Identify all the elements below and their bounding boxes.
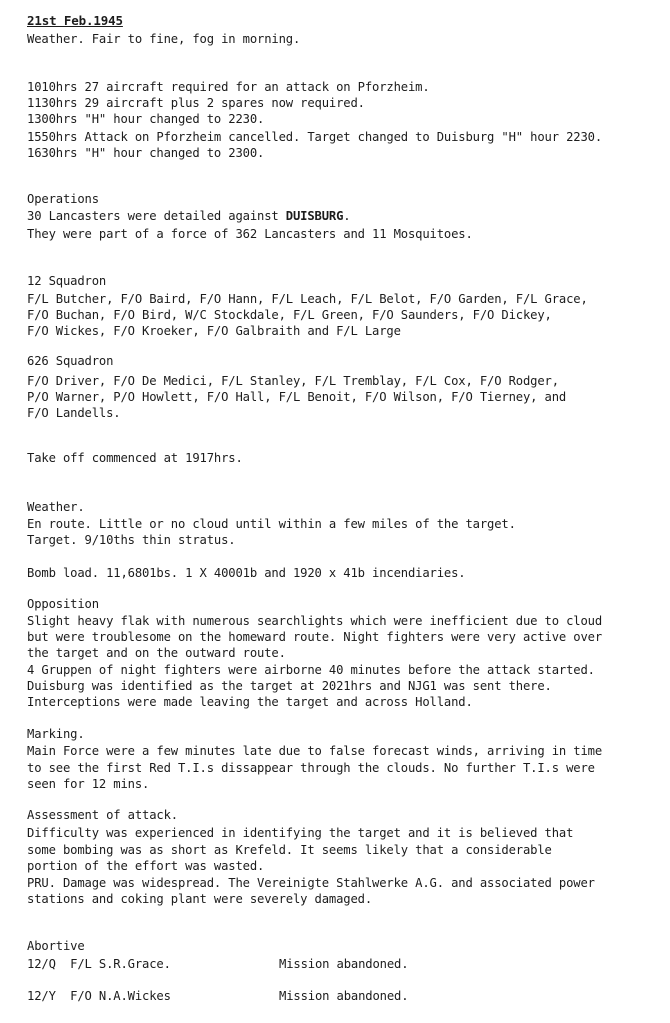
abortive-heading: Abortive xyxy=(27,939,85,953)
assessment-heading: Assessment of attack. xyxy=(27,808,178,822)
assessment-line: some bombing was as short as Krefeld. It seems likely that a considerable xyxy=(27,843,552,857)
takeoff-line: Take off commenced at 1917hrs. xyxy=(27,451,243,465)
operations-text: 30 Lancasters were detailed against xyxy=(27,209,286,223)
assessment-line: portion of the effort was wasted. xyxy=(27,859,265,873)
timeline-entry: 1300hrs "H" hour changed to 2230. xyxy=(27,112,265,126)
opposition-line: Duisburg was identified as the target at 2021hrs and NJG1 was sent there. xyxy=(27,679,552,693)
squadron-626-crew: F/O Landells. xyxy=(27,406,121,420)
abortive-row xyxy=(27,988,409,1004)
opposition-line: Interceptions were made leaving the target and across Holland. xyxy=(27,695,473,709)
squadron-626-crew: P/O Warner, P/O Howlett, F/O Hall, F/L Benoit, F/O Wilson, F/O Tierney, and xyxy=(27,390,567,404)
operations-line xyxy=(27,208,350,224)
marking-line: to see the first Red T.I.s dissappear through the clouds. No further T.I.s were xyxy=(27,761,595,775)
operations-heading: Operations xyxy=(27,192,99,206)
opposition-heading: Opposition xyxy=(27,597,99,611)
assessment-line: PRU. Damage was widespread. The Vereinigte Stahlwerke A.G. and associated power xyxy=(27,876,595,890)
squadron-626-heading: 626 Squadron xyxy=(27,354,114,368)
weather-line: Target. 9/10ths thin stratus. xyxy=(27,533,236,547)
aircraft-code: 12/Y xyxy=(27,989,56,1003)
assessment-line: stations and coking plant were severely damaged. xyxy=(27,892,372,906)
abort-result: Mission abandoned. xyxy=(279,989,409,1003)
abort-result: Mission abandoned. xyxy=(279,957,409,971)
opposition-line: 4 Gruppen of night fighters were airborne 40 minutes before the attack started. xyxy=(27,663,595,677)
timeline-entry: 1630hrs "H" hour changed to 2300. xyxy=(27,146,265,160)
squadron-12-heading: 12 Squadron xyxy=(27,274,107,288)
marking-heading: Marking. xyxy=(27,727,85,741)
operations-text: . xyxy=(343,209,351,223)
timeline-entry: 1010hrs 27 aircraft required for an attack on Pforzheim. xyxy=(27,80,430,94)
operations-force: They were part of a force of 362 Lancasters and 11 Mosquitoes. xyxy=(27,227,473,241)
crew-name: F/O N.A.Wickes xyxy=(70,989,171,1003)
opposition-line: Slight heavy flak with numerous searchlights which were inefficient due to cloud xyxy=(27,614,602,628)
opposition-line: the target and on the outward route. xyxy=(27,646,286,660)
aircraft-code: 12/Q xyxy=(27,957,56,971)
assessment-line: Difficulty was experienced in identifying the target and it is believed that xyxy=(27,826,574,840)
marking-line: seen for 12 mins. xyxy=(27,777,150,791)
weather-heading: Weather. xyxy=(27,500,85,514)
squadron-12-crew: F/O Buchan, F/O Bird, W/C Stockdale, F/L Green, F/O Saunders, F/O Dickey, xyxy=(27,308,552,322)
abortive-row xyxy=(27,956,409,972)
squadron-626-crew: F/O Driver, F/O De Medici, F/L Stanley, F/L Tremblay, F/L Cox, F/O Rodger, xyxy=(27,374,559,388)
marking-line: Main Force were a few minutes late due to false forecast winds, arriving in time xyxy=(27,744,602,758)
weather-summary: Weather. Fair to fine, fog in morning. xyxy=(27,32,301,46)
opposition-line: but were troublesome on the homeward route. Night fighters were very active over xyxy=(27,630,602,644)
squadron-12-crew: F/O Wickes, F/O Kroeker, F/O Galbraith and F/L Large xyxy=(27,324,401,338)
report-date: 21st Feb.1945 xyxy=(27,13,123,28)
timeline-entry: 1550hrs Attack on Pforzheim cancelled. Target changed to Duisburg "H" hour 2230. xyxy=(27,130,602,144)
squadron-12-crew: F/L Butcher, F/O Baird, F/O Hann, F/L Leach, F/L Belot, F/O Garden, F/L Grace, xyxy=(27,292,588,306)
crew-name: F/L S.R.Grace. xyxy=(70,957,171,971)
timeline-entry: 1130hrs 29 aircraft plus 2 spares now required. xyxy=(27,96,365,110)
target-name: DUISBURG xyxy=(285,209,344,223)
weather-line: En route. Little or no cloud until within a few miles of the target. xyxy=(27,517,516,531)
bomb-load: Bomb load. 11,6801bs. 1 X 40001b and 1920 x 41b incendiaries. xyxy=(27,566,466,580)
